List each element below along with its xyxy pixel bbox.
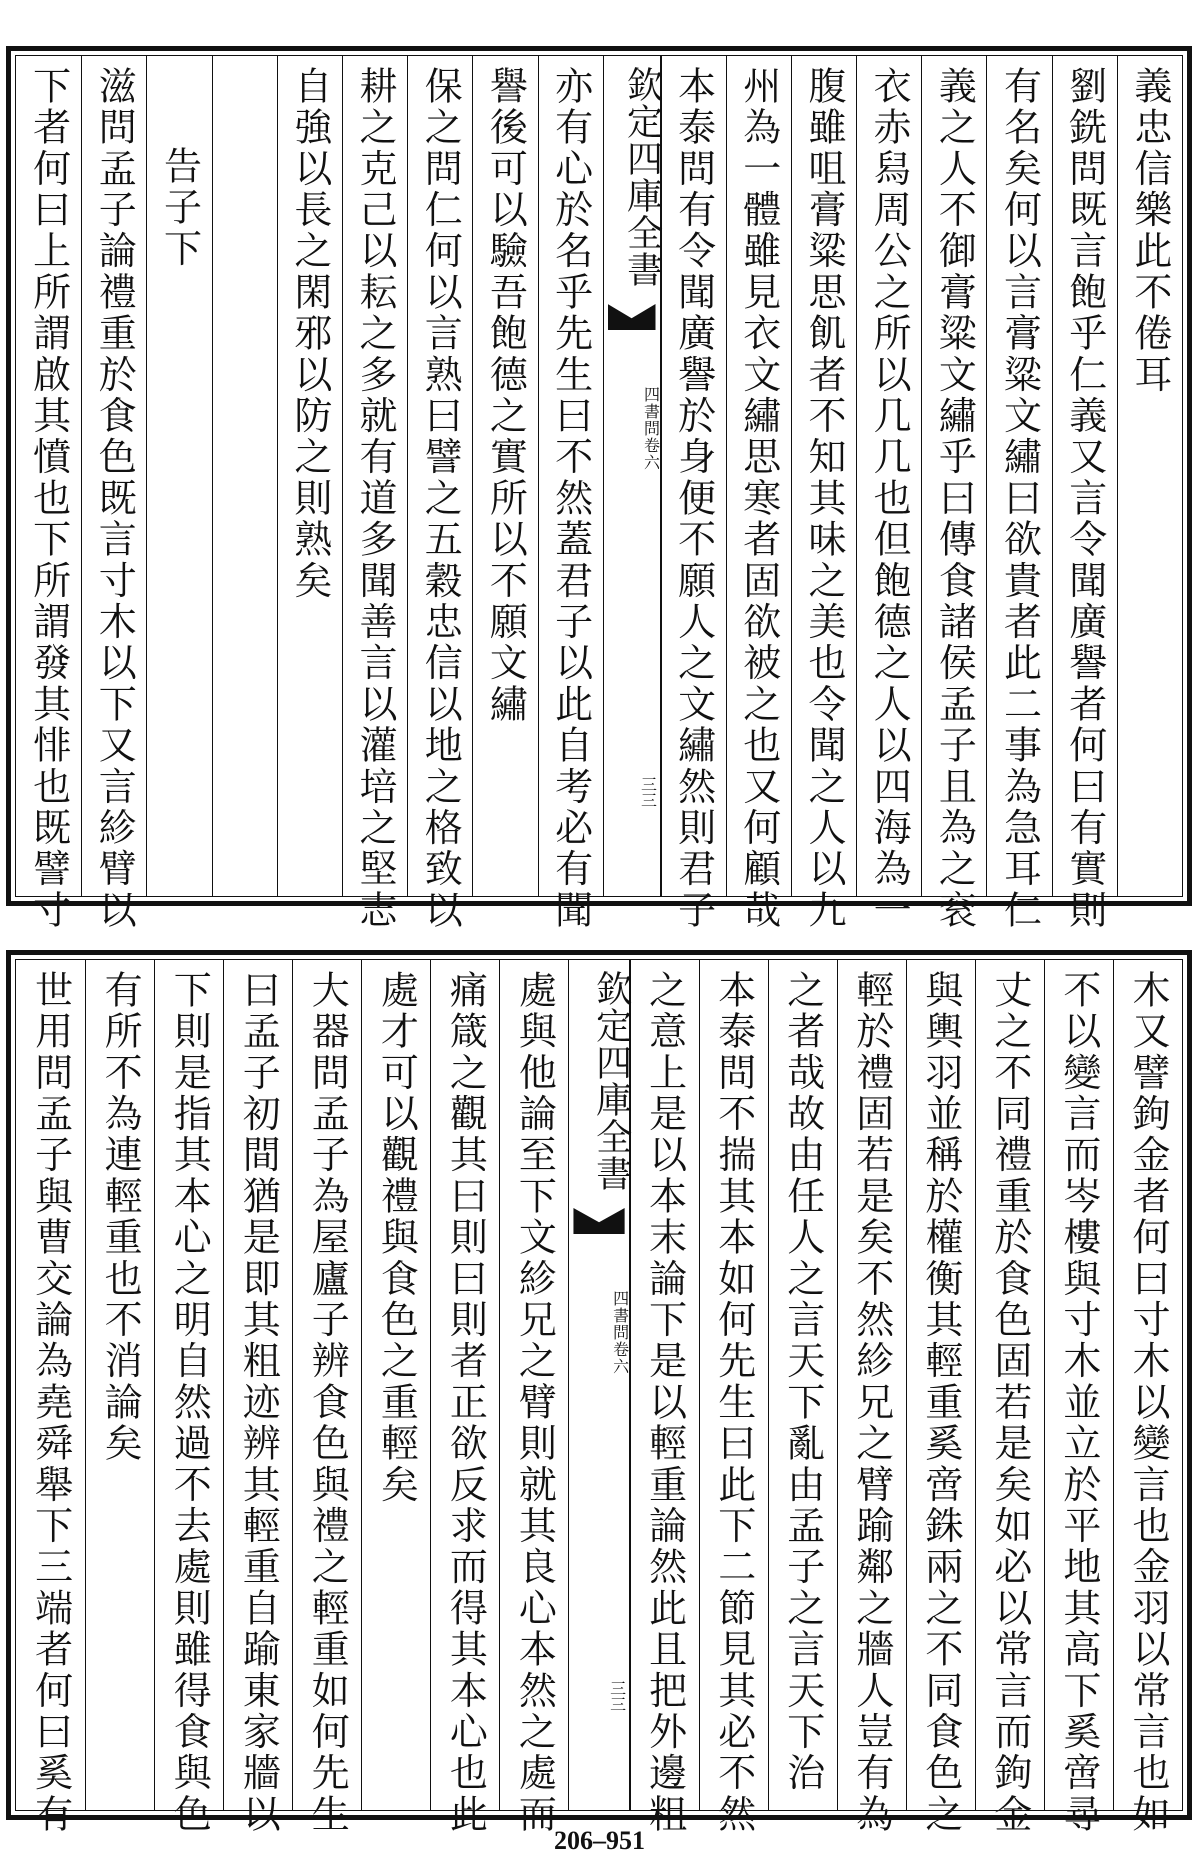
column-text: 處才可以觀禮與食色之重輕矣 <box>374 970 419 1506</box>
text-column <box>856 56 921 932</box>
text-column <box>986 56 1051 932</box>
column-text: 義之人不御膏粱文繡乎曰傳食諸侯孟子且為之衮 <box>932 66 977 932</box>
column-text: 亦有心於名乎先生曰不然蓋君子以此自考必有聞 <box>548 66 593 932</box>
book-title: 欽定四庫全書 <box>590 970 632 1192</box>
text-column <box>1113 960 1182 1836</box>
text-column <box>1052 56 1117 932</box>
column-text: 耕之克己以耘之多就有道多聞善言以灌培之堅志 <box>353 66 398 932</box>
column-text: 譽後可以驗吾飽德之實所以不願文繡 <box>483 66 528 726</box>
column-text: 曰孟子初間猶是即其粗迹辨其輕重自踰東家牆以 <box>236 970 281 1836</box>
column-text: 衣赤舄周公之所以几几也但飽德之人以四海為一 <box>867 66 912 932</box>
column-text: 下則是指其本心之明自然過不去處則雖得食與色 <box>167 970 212 1836</box>
column-text: 自強以長之閑邪以防之則熟矣 <box>287 66 332 602</box>
text-column <box>361 960 430 1810</box>
book-title: 欽定四庫全書 <box>621 66 663 288</box>
column-text: 州為一體雖見衣文繡思寒者固欲被之也又何顧哉 <box>736 66 781 932</box>
text-column <box>146 56 211 896</box>
text-column <box>791 56 856 932</box>
text-column <box>1117 56 1182 896</box>
text-column <box>430 960 499 1836</box>
text-column <box>16 960 85 1836</box>
column-text: 輕於禮固若是矣不然紾兄之臂踰鄰之牆人豈有為 <box>849 970 894 1836</box>
book-subtitle <box>569 1290 628 1375</box>
text-column <box>154 960 223 1836</box>
text-column <box>472 56 537 896</box>
text-column <box>85 960 154 1810</box>
column-text: 木又譬鉤金者何曰寸木以變言也金羽以常言也如 <box>1125 970 1170 1836</box>
column-text: 滋問孟子論禮重於食色既言寸木以下又言紾臂以 <box>92 66 137 932</box>
book-subtitle <box>604 386 660 471</box>
text-column <box>342 56 407 932</box>
page-frame <box>15 55 1183 932</box>
text-column <box>1044 960 1113 1836</box>
text-column <box>223 960 292 1836</box>
column-text: 大器問孟子為屋廬子辨食色與禮之輕重如何先生 <box>305 970 350 1836</box>
text-column <box>975 960 1044 1836</box>
page-frame <box>15 959 1183 1836</box>
column-text: 之意上是以本末論下是以輕重論然此且把外邊粗 <box>642 970 687 1836</box>
text-column <box>16 56 81 932</box>
column-text: 不以變言而岑樓與寸木並立於平地其高下奚啻尋 <box>1056 970 1101 1836</box>
column-text: 與輿羽並稱於權衡其輕重奚啻銖兩之不同食色之 <box>918 970 963 1836</box>
column-text: 之者哉故由任人之言天下亂由孟子之言天下治 <box>780 970 825 1794</box>
page-top <box>6 46 1192 932</box>
column-text: 本泰問有令聞廣譽於身便不願人之文繡然則君子 <box>671 66 716 932</box>
subtitle-text: 四書問 <box>610 1290 630 1341</box>
text-column <box>726 56 791 932</box>
text-column <box>538 56 603 932</box>
column-text: 腹雖咀膏粱思飢者不知其味之美也令聞之人以九 <box>801 66 846 932</box>
column-text: 本泰問不揣其本如何先生曰此下二節見其必不然 <box>711 970 756 1836</box>
page-footer-number: 206–951 <box>554 1826 645 1855</box>
text-column <box>292 960 361 1836</box>
column-text: 世用問孟子與曹交論為堯舜舉下三端者何曰奚有 <box>28 970 73 1836</box>
text-column <box>906 960 975 1836</box>
fish-tail-mark <box>573 1208 624 1234</box>
column-text: 丈之不同禮重於食色固若是矣如必以常言而鉤金 <box>987 970 1032 1836</box>
column-text: 痛箴之觀其曰則曰則者正欲反求而得其本心也此 <box>443 970 488 1836</box>
volume-label: 卷六 <box>641 437 661 471</box>
column-text: 下者何曰上所謂啟其憤也下所謂發其悱也既譬寸 <box>26 66 71 932</box>
column-text: 義忠信樂此不倦耳 <box>1127 66 1172 396</box>
column-text: 有名矣何以言膏粱文繡曰欲貴者此二事為急耳仁 <box>997 66 1042 932</box>
text-column <box>81 56 146 932</box>
text-column <box>212 56 277 896</box>
text-column <box>661 56 726 932</box>
text-column <box>768 960 837 1810</box>
fish-tail-mark <box>608 304 656 330</box>
column-text: 有所不為連輕重也不消論矣 <box>98 970 143 1465</box>
text-column <box>499 960 568 1836</box>
volume-label: 卷六 <box>610 1341 630 1375</box>
text-columns <box>16 56 1182 932</box>
column-text: 告子下 <box>157 146 202 270</box>
text-column <box>837 960 906 1836</box>
text-column <box>921 56 986 932</box>
subtitle-text: 四書問 <box>641 386 661 437</box>
text-column <box>277 56 342 896</box>
center-fold <box>603 56 661 896</box>
page-number: 三三 <box>638 776 658 808</box>
page-bottom <box>6 950 1192 1836</box>
text-columns <box>16 960 1182 1836</box>
column-text: 劉銑問既言飽乎仁義又言令聞廣譽者何曰有實則 <box>1062 66 1107 932</box>
text-column <box>699 960 768 1836</box>
column-text: 處與他論至下文紾兄之臂則就其良心本然之處而 <box>512 970 557 1836</box>
text-column <box>407 56 472 932</box>
center-fold <box>568 960 632 1810</box>
text-column <box>630 960 699 1836</box>
page-number: 三三 <box>607 1680 627 1712</box>
column-text: 保之問仁何以言熟曰譬之五穀忠信以地之格致以 <box>418 66 463 932</box>
